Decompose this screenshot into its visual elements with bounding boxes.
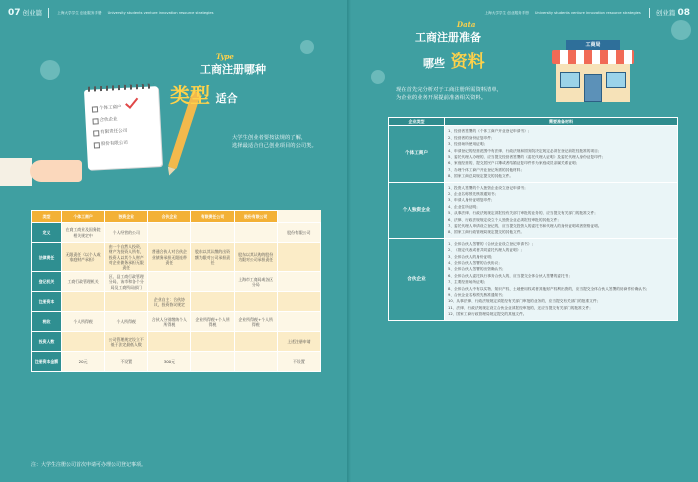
title-highlight: 资料 [450,52,485,72]
material-item: 7、委托代理人申请设立登记的，应当提交投资人的委托书和代理人的身份证明或者资格证明。 [448,223,602,228]
table-row [32,272,321,292]
material-item: 10、从事法律、行政法规规定须报经有关部门审批的业务的，应当提交有关部门的批准文件； [448,299,601,304]
shop-window [560,72,580,88]
table-header: 类型 [32,211,62,223]
table-cell: 股东以其认缴的出资额为限对公司承担责任 [191,243,234,272]
material-item: 1、经营者签署的《个体工商户开业登记申请书》； [448,129,532,134]
table-row [389,126,678,182]
table-header: 企业类型 [389,118,445,126]
table-cell: 20元 [62,352,105,372]
material-item: 6、家庭经营的，提交居民户口簿或者结婚证复印件作为家庭成员亲属关系证明； [448,161,580,166]
table-cell [148,272,191,292]
desc-line: 大学生创业者要按法规的了解， [232,135,307,141]
title-highlight: 类型 [170,83,210,107]
desc-line: 现在首先完分析对于工商注册所需资料清单， [396,87,502,93]
shop-door [584,74,602,102]
divider [48,8,49,18]
table-cell: 个人经营的公司 [105,223,148,243]
material-item: 7、主要经营场所证明； [448,280,488,285]
decor-bubble [371,70,385,84]
table-cell: 300元 [148,352,191,372]
table-cell [148,223,191,243]
table-row [32,312,321,332]
table-cell [234,292,277,312]
checkmark-icon [124,97,139,110]
table-row [32,352,321,372]
table-cell [277,292,320,312]
material-item: 9、合伙企业名称预先核准通知书； [448,293,506,298]
row-header: 定义 [32,223,62,243]
checklist-item: 合伙企业 [99,117,118,124]
table-cell [62,332,105,352]
table-header-row [389,118,678,126]
table-cell: 股东以其认购的股份为限对公司承担责任 [234,243,277,272]
table-cell [277,243,320,272]
table-cell [191,332,234,352]
materials-list [445,126,678,182]
table-row [389,238,678,320]
table-header: 合伙企业 [148,211,191,223]
table-cell: 上海市工商局或各区分局 [234,272,277,292]
decor-bubble [40,60,60,80]
table-header: 股份有限公司 [234,211,277,223]
material-item: 1、投资人签署的个人独资企业设立登记申请书； [448,185,528,190]
table-cell [191,272,234,292]
brand-cn: 上海大学学生 创业服务手册 [57,10,102,15]
table-cell: 无限责任（以个人或家庭财产承担） [62,243,105,272]
row-header: 投资人数 [32,332,62,352]
desc-line: 选择最适合自己创业项目的公司类。 [232,143,317,149]
table-cell [277,312,320,332]
table-cell [234,223,277,243]
table-row [389,182,678,238]
table-cell [234,352,277,372]
right-header [483,8,690,18]
table-cell: 不设置 [105,352,148,372]
checklist-notebook [84,86,162,170]
checklist-item: 个体工商户 [98,105,122,112]
divider [649,8,650,18]
registration-materials-table [388,117,678,321]
materials-list [445,182,678,238]
material-item: 5、委托代理人办理的，应当提交经营者签署的《委托代理人证明》及委托代理人身份证复印件； [448,154,606,159]
table-cell: 工商行政管理机关 [62,272,105,292]
table-header: 需要准备材料 [445,118,678,126]
row-header: 注册资本 [32,292,62,312]
table-row [32,332,321,352]
table-cell: 在商工商业及国务院相关规定中 [62,223,105,243]
left-title [170,52,266,108]
table-cell: 由一个自然人投资，财产为投资人所有，投资人以其个人财产对企业债务承担无限责任 [105,243,148,272]
material-item: 7、办理个体工商户开业登记所需的其他材料； [448,167,525,172]
brand-en: University students venture innovation resource strategies [107,10,214,15]
title-script: Type [216,52,234,61]
table-header-row [32,211,321,223]
table-cell: 个人所得税 [62,312,105,332]
material-item: 2、经营者的身份证复印件； [448,135,495,140]
shop-window [606,72,626,88]
table-cell: 企业自主：合伙协议，投资协议规定 [148,292,191,312]
section-label: 创业篇 [22,9,43,17]
row-header: 登记机关 [32,272,62,292]
table-row [32,292,321,312]
shop-awning [552,50,634,64]
company-type-table [31,210,321,372]
row-header: 合伙企业 [389,238,445,320]
row-header: 税收 [32,312,62,332]
table-cell: 企业所得税+个人所得税 [191,312,234,332]
brand-en: University students venture innovation resource strategies [534,10,641,15]
material-item: 2、《指定代表或者共同委托代理人的证明》； [448,248,525,253]
shop-sign: 工商局 [566,40,620,50]
material-item: 3、申请人身份证明复印件； [448,198,495,203]
section-label: 创业篇 [655,9,676,17]
desc-line: 为企业的业务开展提前准备相关资料。 [396,95,487,101]
material-item: 6、法律、行政法规规定设立个人独资企业必须报经审批的其他文件； [448,217,561,222]
row-header: 个人独资企业 [389,182,445,238]
right-description [396,86,546,102]
table-cell [277,272,320,292]
table-cell: 区、县工商行政管理分局，该市和各个分局及工商所局部门 [105,272,148,292]
material-item: 12、国家工商行政管理局规定提交的其他文件。 [448,312,527,317]
material-item: 3、全体合伙人的身份证明； [448,254,495,259]
table-cell: 普通合伙人对合伙企业债务承担无限连带责任 [148,243,191,272]
table-header: 独资企业 [105,211,148,223]
table-cell: 企业所得税+个人所得税 [234,312,277,332]
right-title [415,20,485,72]
material-item: 1、全体合伙人签署的《合伙企业设立登记申请书》； [448,241,536,246]
table-cell [105,292,148,312]
left-description [232,134,322,150]
table-cell: 股份有限公司 [277,223,320,243]
table-header: 有限责任公司 [191,211,234,223]
page-number: 08 [677,8,690,18]
table-row [32,223,321,243]
material-item: 8、国家工商行政管理局规定提交的其他文件。 [448,230,525,235]
checklist-item: 有限责任公司 [100,128,128,136]
page-number: 07 [8,8,21,18]
table-cell: 公司管理规定设立不低于法定最低人数 [105,332,148,352]
table-cell: 不设置 [277,352,320,372]
table-cell: 合伙人分别缴纳个人所得税 [148,312,191,332]
hand-illustration [30,160,82,182]
table-note: 注：大学生注册公司首次申请可办理公司登记事项。 [31,462,147,468]
title-line1: 工商注册哪种 [200,63,266,76]
left-header [8,8,215,18]
material-item: 6、全体合伙人委托执行事务合伙人的，应当提交全体合伙人签署的委托书； [448,273,573,278]
title-line2: 哪些 [423,57,445,70]
material-item: 5、从事法律、行政法规规定须报经有关部门审批的业务的，应当提交有关部门的批准文件； [448,211,598,216]
material-item: 4、申请登记的经营范围中有法律、行政法规和国务院决定规定必须在登记前报经批准的项目； [448,148,602,153]
shop-illustration [552,40,634,102]
material-item: 8、全体合伙人中有以实物、知识产权、土地使用权或者其他财产权利出资的，应当提交全体合伙人签署的协商作价确认书； [448,286,650,291]
table-header: 个体工商户 [62,211,105,223]
table-cell [148,332,191,352]
table-cell: 个人所得税 [105,312,148,332]
table-cell [191,352,234,372]
table-cell [234,332,277,352]
sleeve-illustration [0,158,32,186]
material-item: 4、企业住所证明； [448,204,480,209]
row-header: 注册资本金额 [32,352,62,372]
table-cell [62,292,105,312]
row-header: 个体工商户 [389,126,445,182]
material-item: 2、企业名称预先核准通知书； [448,191,499,196]
material-item: 3、经营场所使用证明； [448,142,488,147]
title-line1: 工商注册准备 [415,31,481,44]
row-header: 法律责任 [32,243,62,272]
checklist-item: 股份有限公司 [100,140,128,148]
brand-cn: 上海大学学生 创业服务手册 [484,10,529,15]
material-item: 5、全体合伙人签署的出资确认书； [448,267,506,272]
material-item: 11、法律、行政法规规定设立合伙企业须报经审批的，还应当提交有关部门的批准文件； [448,305,593,310]
material-item: 8、国家工商总局规定提交的其他文件。 [448,174,514,179]
decor-bubble [671,20,691,40]
materials-list [445,238,678,320]
table-cell [191,223,234,243]
notebook-spiral [88,83,154,91]
table-row [32,243,321,272]
table-cell [191,292,234,312]
title-line2: 适合 [215,92,238,105]
title-script: Data [457,20,476,29]
material-item: 4、全体合伙人签署的合伙协议； [448,261,502,266]
decor-bubble [300,40,314,54]
table-cell: 上述注册申请 [277,332,320,352]
